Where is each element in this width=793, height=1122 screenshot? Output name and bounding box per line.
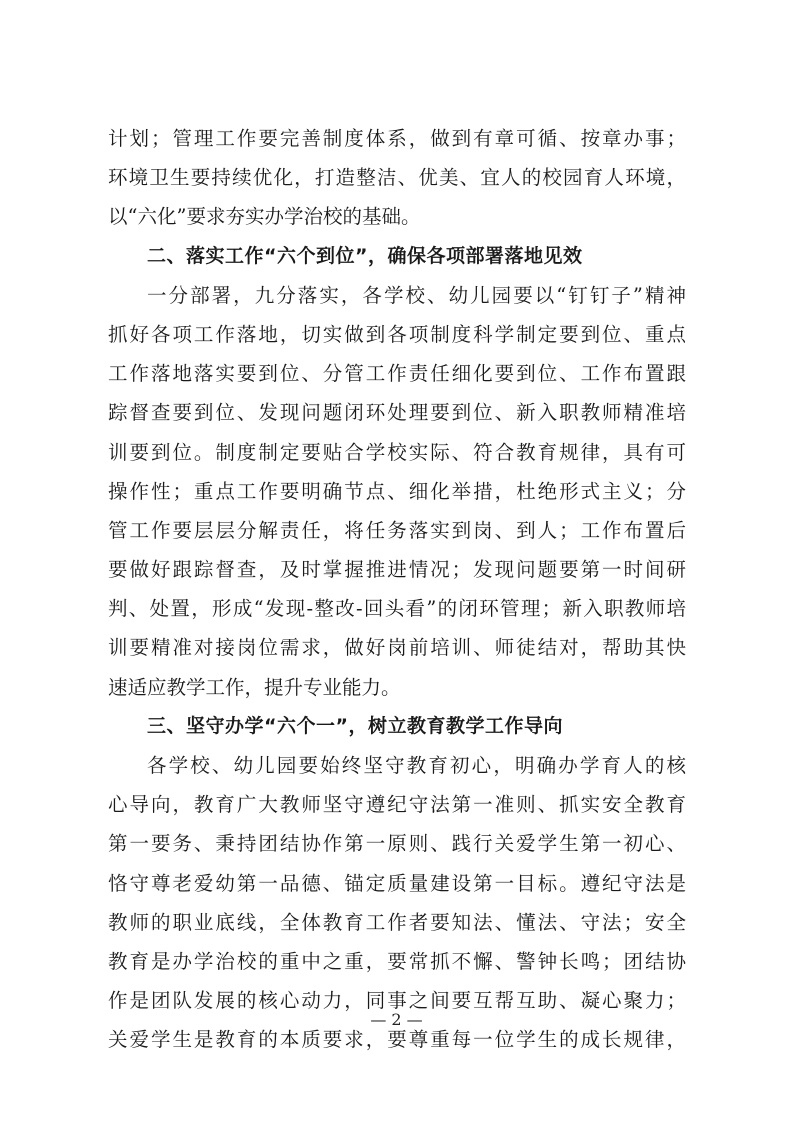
page-number: — 2 — [370,1010,423,1029]
text-line: 工作落地落实要到位、分管工作责任细化要到位、工作布置跟 [108,362,686,386]
text-line: 教师的职业底线，全体教育工作者要知法、懂法、守法；安全 [108,910,686,934]
text-line: 操作性；重点工作要明确节点、细化举措，杜绝形式主义；分 [108,479,686,503]
text-line: 以“六化”要求夯实办学治校的基础。 [108,205,421,229]
text-line: 恪守尊老爱幼第一品德、锚定质量建设第一目标。遵纪守法是 [108,871,686,895]
text-line: 心导向，教育广大教师坚守遵纪守法第一准则、抓实安全教育 [108,793,686,817]
text-line: 踪督查要到位、发现问题闭环处理要到位、新入职教师精准培 [108,401,686,425]
text-line: 管工作要层层分解责任，将任务落实到岗、到人；工作布置后 [108,518,686,542]
text-line: 一分部署，九分落实，各学校、幼儿园要以“钉钉子”精神 [147,283,686,307]
text-line: 判、处置，形成“发现-整改-回头看”的闭环管理；新入职教师培 [108,597,686,621]
text-line: 抓好各项工作落地，切实做到各项制度科学制定要到位、重点 [108,322,686,346]
text-line: 关爱学生是教育的本质要求，要尊重每一位学生的成长规律， [108,1028,686,1052]
text-line: 计划；管理工作要完善制度体系，做到有章可循、按章办事； [108,127,686,150]
text-line: 作是团队发展的核心动力，同事之间要互帮互助、凝心聚力； [108,989,686,1013]
text-line: 训要精准对接岗位需求，做好岗前培训、师徒结对，帮助其快 [108,636,686,660]
text-line: 教育是办学治校的重中之重，要常抓不懈、警钟长鸣；团结协 [108,949,686,973]
text-line: 环境卫生要持续优化，打造整洁、优美、宜人的校园育人环境， [108,166,686,190]
body-text [108,119,686,1060]
text-line: 训要到位。制度制定要贴合学校实际、符合教育规律，具有可 [108,440,686,464]
text-line: 第一要务、秉持团结协作第一原则、践行关爱学生第一初心、 [108,832,686,856]
section-heading-2: 二、落实工作“六个到位”，确保各项部署落地见效 [147,244,583,267]
text-line: 要做好跟踪督查，及时掌握推进情况；发现问题要第一时间研 [108,558,686,582]
text-line: 各学校、幼儿园要始终坚守教育初心，明确办学育人的核 [147,754,686,777]
section-heading-3: 三、坚守办学“六个一”，树立教育教学工作导向 [147,714,563,737]
text-line: 速适应教学工作，提升专业能力。 [108,675,401,699]
